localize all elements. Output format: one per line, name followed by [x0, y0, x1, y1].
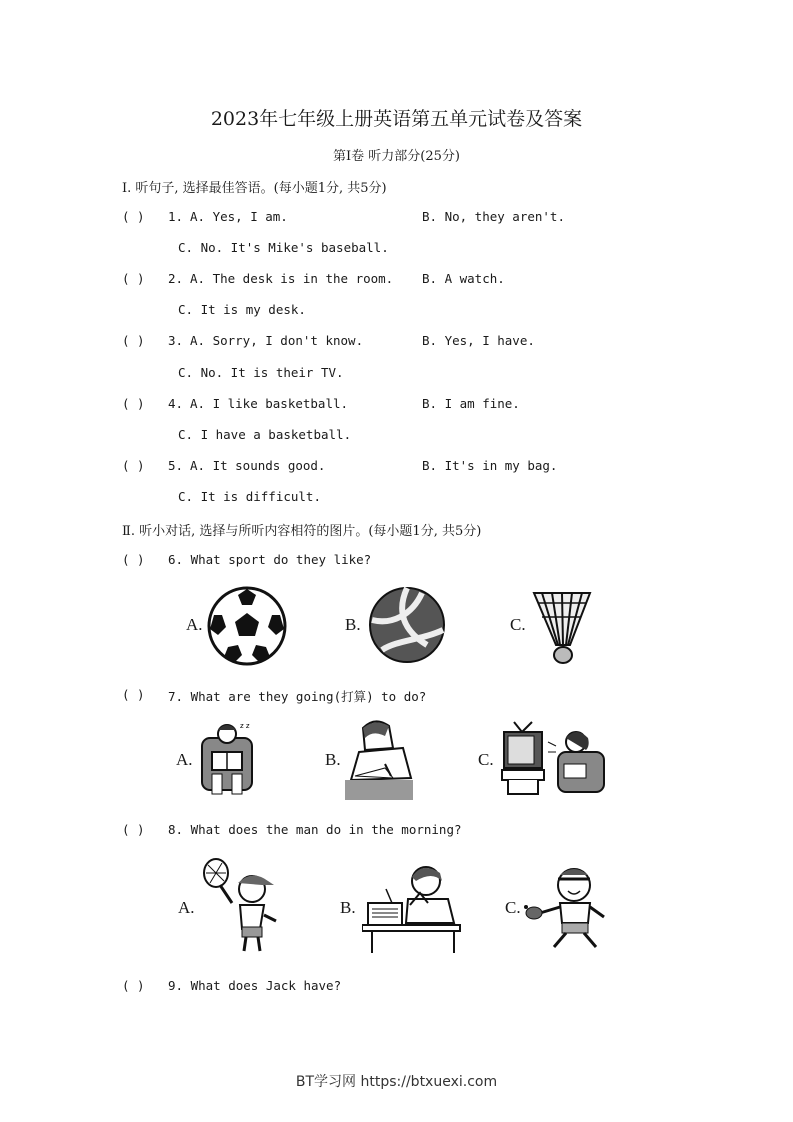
- section1-heading: Ⅰ. 听句子, 选择最佳答语。(每小题1分, 共5分): [122, 181, 387, 196]
- option-label-c: C.: [510, 615, 526, 634]
- option-label-b: B.: [340, 898, 356, 917]
- option-label-b: B.: [325, 750, 341, 769]
- answer-blank[interactable]: ( ): [122, 396, 145, 411]
- question-7-text: 7. What are they going(打算) to do?: [168, 689, 427, 704]
- option-label-b: B.: [345, 615, 361, 634]
- page-footer[interactable]: BT学习网 https://btxuexi.com: [295, 1074, 498, 1090]
- tennis-player-icon[interactable]: [200, 855, 280, 957]
- option-label-c: C.: [478, 750, 494, 769]
- option-label-a: A.: [186, 615, 203, 634]
- question-number: 3.: [168, 333, 184, 348]
- section2-heading: Ⅱ. 听小对话, 选择与所听内容相符的图片。(每小题1分, 共5分): [122, 524, 482, 539]
- question-number: 5.: [168, 458, 184, 473]
- soccer-ball-icon[interactable]: [206, 585, 288, 667]
- option-a: A. It sounds good.: [190, 458, 326, 473]
- reading-person-icon[interactable]: [198, 718, 256, 800]
- answer-blank[interactable]: ( ): [122, 209, 145, 224]
- question-6-text: 6. What sport do they like?: [168, 552, 372, 567]
- option-b: B. No, they aren't.: [422, 209, 565, 224]
- writing-person-icon[interactable]: [345, 718, 413, 800]
- option-label-c: C.: [505, 898, 521, 917]
- answer-blank[interactable]: ( ): [122, 458, 145, 473]
- volleyball-icon[interactable]: [367, 585, 447, 665]
- watching-tv-icon[interactable]: [500, 720, 608, 798]
- question-number: 2.: [168, 271, 184, 286]
- shuttlecock-icon[interactable]: [532, 587, 592, 667]
- question-number: 4.: [168, 396, 184, 411]
- answer-blank[interactable]: ( ): [122, 333, 145, 348]
- option-a: A. Sorry, I don't know.: [190, 333, 364, 348]
- option-a: A. Yes, I am.: [190, 209, 288, 224]
- q8-picture-options: [0, 855, 793, 959]
- option-c: C. It is my desk.: [178, 302, 306, 317]
- option-c: C. I have a basketball.: [178, 427, 352, 442]
- option-label-a: A.: [176, 750, 193, 769]
- option-b: B. A watch.: [422, 271, 505, 286]
- option-c: C. No. It is their TV.: [178, 365, 344, 380]
- svg-text:z z: z z: [240, 722, 250, 730]
- answer-blank[interactable]: ( ): [122, 822, 145, 837]
- ping-pong-player-icon[interactable]: [524, 863, 614, 953]
- question-8-text: 8. What does the man do in the morning?: [168, 822, 462, 837]
- option-c: C. No. It's Mike's baseball.: [178, 240, 389, 255]
- question-number: 1.: [168, 209, 184, 224]
- listening-radio-icon[interactable]: [362, 859, 462, 955]
- q6-picture-options: [0, 585, 793, 670]
- answer-blank[interactable]: ( ): [122, 978, 145, 993]
- option-b: B. Yes, I have.: [422, 333, 535, 348]
- question-9-text: 9. What does Jack have?: [168, 978, 342, 993]
- option-c: C. It is difficult.: [178, 489, 321, 504]
- exam-subtitle: 第Ⅰ卷 听力部分(25分): [333, 149, 460, 164]
- answer-blank[interactable]: ( ): [122, 271, 145, 286]
- option-b: B. It's in my bag.: [422, 458, 558, 473]
- option-label-a: A.: [178, 898, 195, 917]
- option-b: B. I am fine.: [422, 396, 520, 411]
- option-a: A. The desk is in the room.: [190, 271, 394, 286]
- q7-picture-options: [0, 718, 793, 802]
- exam-title: 2023年七年级上册英语第五单元试卷及答案: [210, 108, 583, 130]
- answer-blank[interactable]: ( ): [122, 552, 145, 567]
- answer-blank[interactable]: ( ): [122, 687, 145, 702]
- option-a: A. I like basketball.: [190, 396, 349, 411]
